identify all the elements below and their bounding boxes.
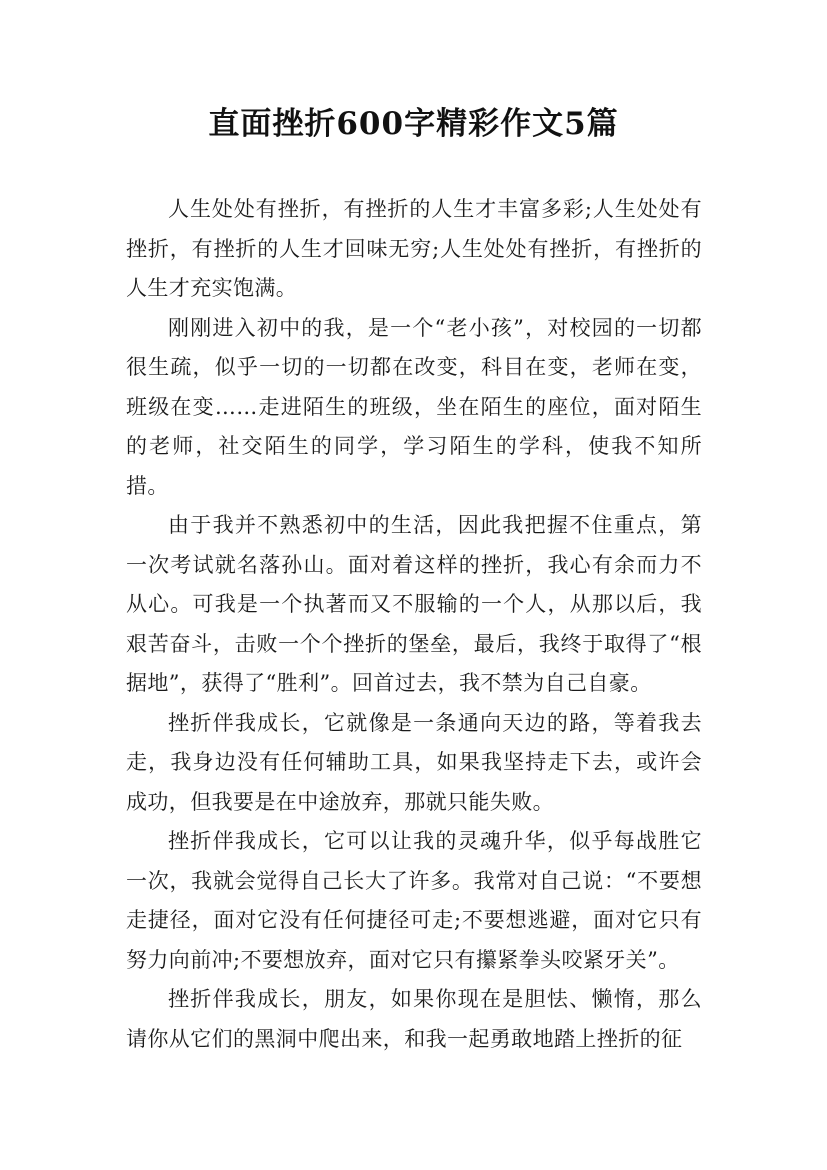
- paragraph: 挫折伴我成长，朋友，如果你现在是胆怯、懒惰，那么请你从它们的黑洞中爬出来，和我一起勇敢地踏上挫折的征: [126, 987, 702, 1051]
- document-body: [126, 190, 702, 1059]
- document-title: 直面挫折600字精彩作文5篇: [208, 106, 619, 142]
- paragraph: 人生处处有挫折，有挫折的人生才丰富多彩;人生处处有挫折，有挫折的人生才回味无穷;人生处处有挫折，有挫折的人生才充实饱满。: [126, 197, 702, 300]
- paragraph: 刚刚进入初中的我，是一个“老小孩”，对校园的一切都很生疏，似乎一切的一切都在改变，科目在变，老师在变，班级在变……走进陌生的班级，坐在陌生的座位，面对陌生的老师，社交陌生的同学，学习陌生的学科，使我不知所措。: [126, 315, 702, 498]
- paragraph: 挫折伴我成长，它可以让我的灵魂升华，似乎每战胜它一次，我就会觉得自己长大了许多。我常对自己说：“不要想走捷径，面对它没有任何捷径可走;不要想逃避，面对它只有努力向前冲;不要想放弃，面对它只有攥紧拳头咬紧牙关”。: [126, 829, 702, 972]
- paragraph: 由于我并不熟悉初中的生活，因此我把握不住重点，第一次考试就名落孙山。面对着这样的挫折，我心有余而力不从心。可我是一个执著而又不服输的一个人，从那以后，我艰苦奋斗，击败一个个挫折的堡垒，最后，我终于取得了“根据地”，获得了“胜利”。回首过去，我不禁为自己自豪。: [126, 513, 702, 695]
- paragraph: 挫折伴我成长，它就像是一条通向天边的路，等着我去走，我身边没有任何辅助工具，如果我坚持走下去，或许会成功，但我要是在中途放弃，那就只能失败。: [126, 710, 702, 814]
